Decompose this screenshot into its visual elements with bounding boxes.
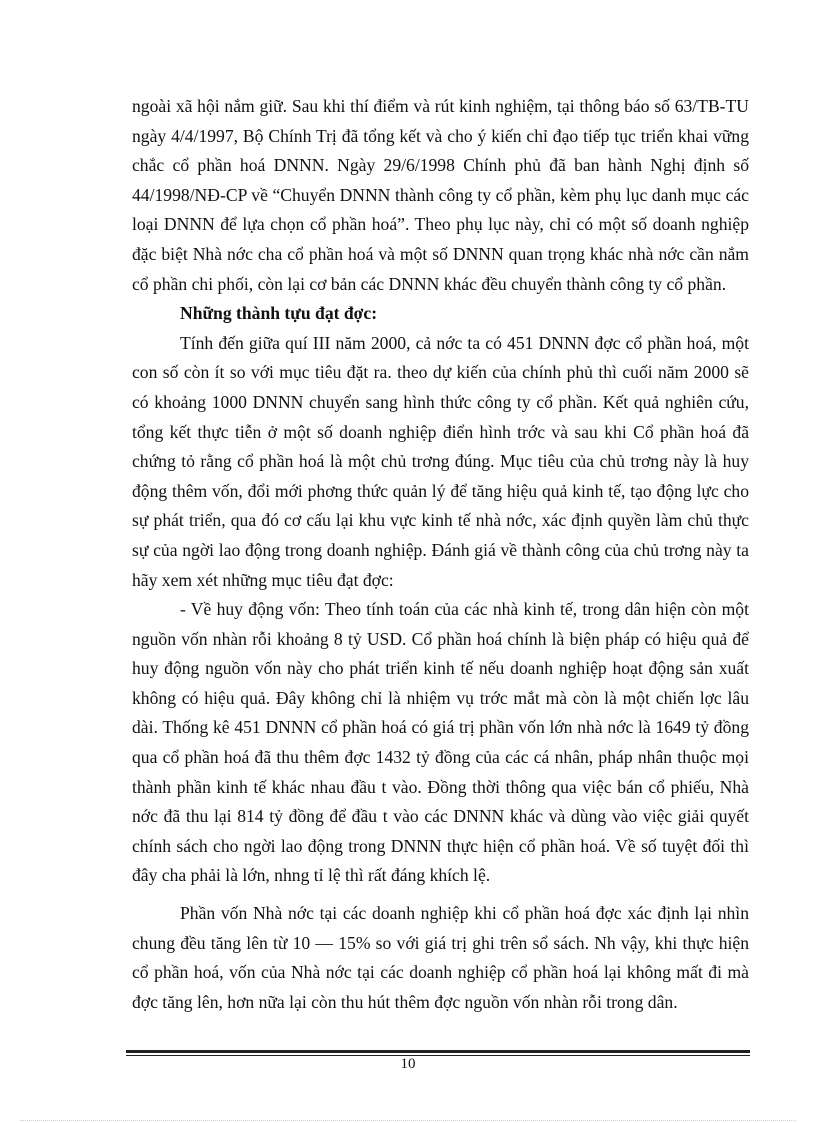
paragraph-capital-mobilization: - Về huy động vốn: Theo tính toán của các nhà kinh tế, trong dân hiện còn một nguồn vốn nhàn rỗi khoảng 8 tỷ USD. Cổ phần hoá chính là biện pháp có hiệu quả để huy động nguồn vốn này cho phát triển kinh tế nếu doanh nghiệp hoạt động sản xuất không có hiệu quả. Đây không chỉ là nhiệm vụ trớc mắt mà còn là một chiến lợc lâu dài. Thống kê 451 DNNN cổ phần hoá có giá trị phần vốn lớn nhà nớc là 1649 tỷ đồng qua cổ phần hoá đã thu thêm đợc 1432 tỷ đồng của các cá nhân, pháp nhân thuộc mọi thành phần kinh tế khác nhau đầu t vào. Đồng thời thông qua việc bán cổ phiếu, Nhà nớc đã thu lại 814 tỷ đồng để đầu t vào các DNNN khác và dùng vào việc giải quyết chính sách cho ngời lao động trong DNNN thực hiện cổ phần hoá. Về số tuyệt đối thì đây cha phải là lớn, nhng tỉ lệ thì rất đáng khích lệ. [132,599,749,886]
body-text [132,92,749,1017]
section-heading: Những thành tựu đạt đợc: [180,303,378,324]
paragraph-continuation: ngoài xã hội nắm giữ. Sau khi thí điểm và rút kinh nghiệm, tại thông báo số 63/TB-TU ngày 4/4/1997, Bộ Chính Trị đã tổng kết và cho ý kiến chỉ đạo tiếp tục triển khai vững chắc cổ phần hoá DNNN. Ngày 29/6/1998 Chính phủ đã ban hành Nghị định số 44/1998/NĐ-CP về “Chuyển DNNN thành công ty cổ phần, kèm phụ lục danh mục các loại DNNN để lựa chọn cổ phần hoá”. Theo phụ lục này, chỉ có một số doanh nghiệp đặc biệt Nhà nớc cha cổ phần hoá và một số DNNN quan trọng khác nhà nớc cần nắm cổ phần chi phối, còn lại cơ bản các DNNN khác đều chuyển thành công ty cổ phần. [132,96,749,294]
page-number: 10 [400,1056,416,1072]
paragraph-state-capital: Phần vốn Nhà nớc tại các doanh nghiệp khi cổ phần hoá đợc xác định lại nhìn chung đều tăng lên từ 10 — 15% so với giá trị ghi trên sổ sách. Nh vậy, khi thực hiện cổ phần hoá, vốn của Nhà nớc tại các doanh nghiệp cổ phần hoá lại không mất đi mà đợc tăng lên, hơn nữa lại còn thu hút thêm đợc nguồn vốn nhàn rỗi trong dân. [132,903,749,1012]
page-bottom-dotted-line [20,1120,796,1121]
paragraph-achievements: Tính đến giữa quí III năm 2000, cả nớc ta có 451 DNNN đợc cổ phần hoá, một con số còn ít so với mục tiêu đặt ra. theo dự kiến của chính phủ thì cuối năm 2000 sẽ có khoảng 1000 DNNN chuyển sang hình thức công ty cổ phần. Kết quả nghiên cứu, tổng kết thực tiễn ở một số doanh nghiệp điển hình trớc và sau khi Cổ phần hoá đã chứng tỏ rằng cổ phần hoá là một chủ trơng đúng. Mục tiêu của chủ trơng này là huy động thêm vốn, đổi mới phơng thức quản lý để tăng hiệu quả kinh tế, tạo động lực cho sự phát triển, qua đó cơ cấu lại khu vực kinh tế nhà nớc, xác định quyền làm chủ thực sự của ngời lao động trong doanh nghiệp. Đánh giá về thành công của chủ trơng này ta hãy xem xét những mục tiêu đạt đợc: [132,332,749,590]
